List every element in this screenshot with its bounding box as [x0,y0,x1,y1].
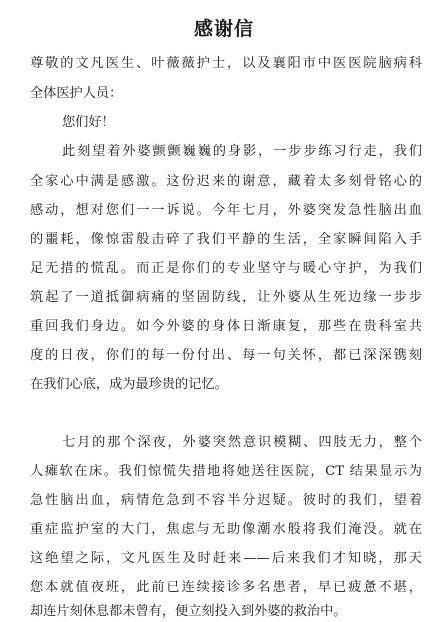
paragraph-line: 度的日夜，你们的每一份付出、每一句关怀，都已深深镌刻 [30,348,422,363]
letter-title: 感谢信 [193,18,254,40]
paragraph-line: 人瘫软在床。我们惊慌失措地将她送往医院，CT 结果显示为 [30,464,422,479]
salutation-line: 尊敬的文凡医生、叶薇薇护士，以及襄阳市中医医院脑病科 [30,56,422,71]
paragraph-line: 却连片刻休息都未曾有，便立刻投入到外婆的救治中。 [30,604,347,619]
paragraph-line: 在我们心底，成为最珍贵的记忆。 [30,377,228,392]
paragraph-line: 急性脑出血，病情危急到不容半分迟疑。彼时的我们，望着 [30,493,422,508]
paragraph-line: 七月的那个深夜，外婆突然意识模糊、四肢无力，整个 [62,435,422,450]
paragraph-line: 足无措的慌乱。而正是你们的专业坚守与暖心守护，为我们 [30,261,422,276]
paragraph-line: 这绝望之际，文凡医生及时赶来——后来我们才知晓，那天 [30,551,422,566]
paragraph-line: 感动，想对您们一一诉说。今年七月，外婆突发急性脑出血 [30,203,422,218]
paragraph-line: 的噩耗，像惊雷般击碎了我们平静的生活，全家瞬间陷入手 [30,232,422,247]
paragraph-line: 筑起了一道抵御病痛的坚固防线，让外婆从生死边缘一步步 [30,290,422,305]
greeting: 您们好！ [62,115,115,130]
paragraph-line: 重回我们身边。如今外婆的身体日渐康复，那些在贵科室共 [30,319,422,334]
paragraph-line: 重症监护室的大门，焦虑与无助像潮水般将我们淹没。就在 [30,522,422,537]
paragraph-line: 您本就值夜班，此前已连续接诊多名患者，早已疲惫不堪， [30,580,422,595]
paragraph-line: 全家心中满是感激。这份迟来的谢意，藏着太多刻骨铭心的 [30,174,422,189]
paragraph-line: 此刻望着外婆颤颤巍巍的身影，一步步练习行走，我们 [62,144,422,159]
salutation-line: 全体医护人员： [30,86,123,101]
